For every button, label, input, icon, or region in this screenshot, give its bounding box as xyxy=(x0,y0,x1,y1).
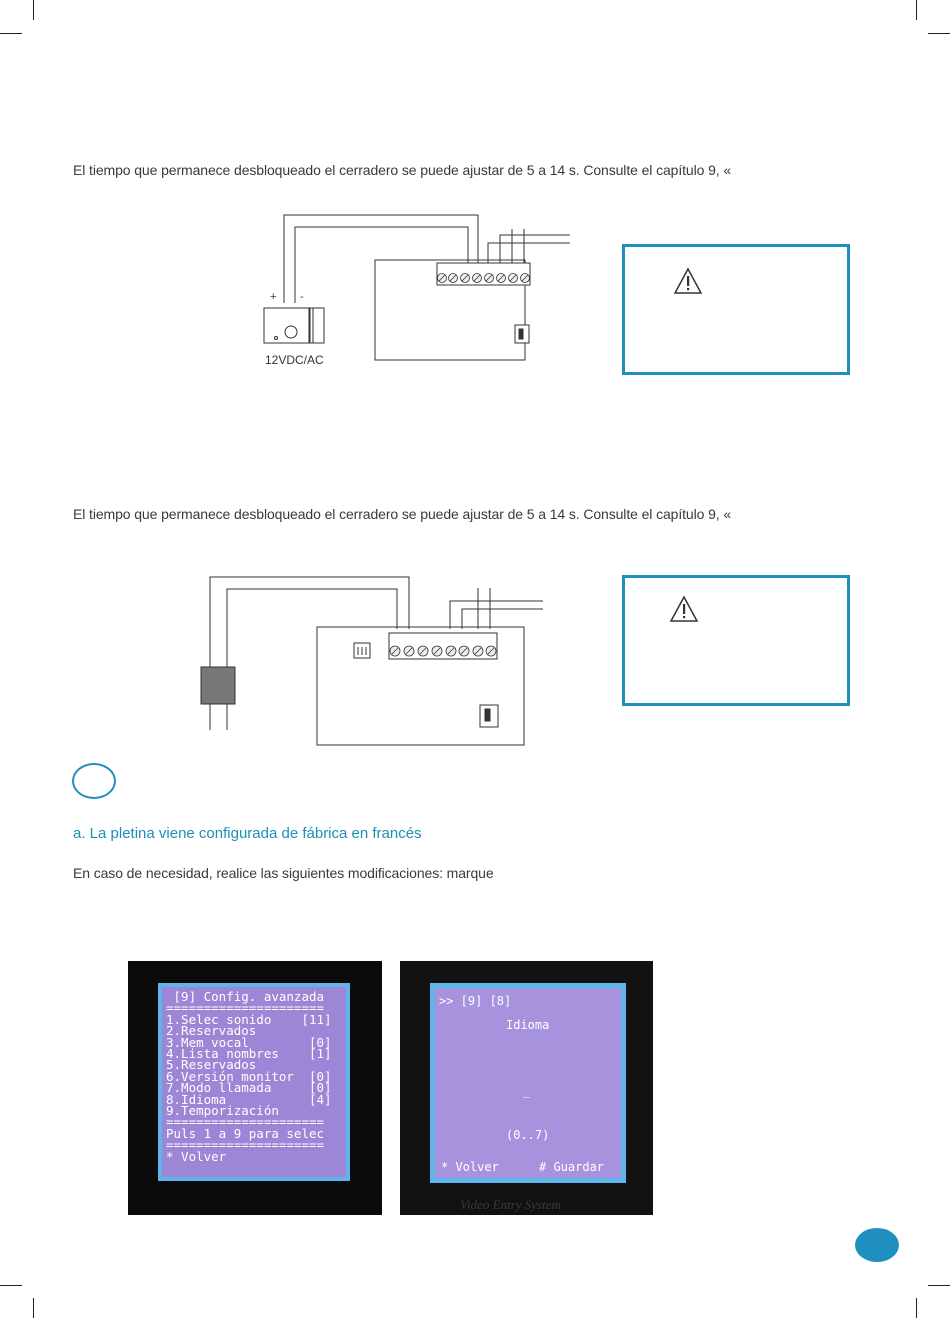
section-heading: a. La pletina viene configurada de fábrica en francés xyxy=(73,825,422,842)
section-badge xyxy=(72,763,116,799)
screen-breadcrumb: >> [9] [8] xyxy=(439,994,512,1008)
menu-line: Puls 1 a 9 para selec xyxy=(166,1125,325,1141)
paragraph-1: El tiempo que permanece desbloqueado el cerradero se puede ajustar de 5 a 14 s. Consulte el capítulo 9, « xyxy=(73,162,732,178)
crop-mark xyxy=(916,0,917,20)
screen-title: Idioma xyxy=(506,1018,550,1032)
crop-mark xyxy=(0,1285,22,1286)
monitor-screen-photo-2 xyxy=(400,961,653,1215)
wiring-diagram-2 xyxy=(200,570,550,750)
menu-line: 1.Selec sonido [11] xyxy=(166,1011,332,1027)
transformer-block xyxy=(201,667,235,704)
crop-mark xyxy=(0,33,22,34)
menu-line: 9.Temporización xyxy=(166,1103,279,1119)
menu-line: 4.Lista nombres [1] xyxy=(166,1046,332,1062)
page-number-badge xyxy=(855,1228,899,1262)
menu-line: 6.Versión monitor [0] xyxy=(166,1068,332,1084)
screen-back: * Volver xyxy=(441,1160,499,1174)
plus-label: + xyxy=(270,291,277,303)
brand-label: Video Entry System xyxy=(460,1197,561,1212)
menu-line: * Volver xyxy=(166,1148,227,1164)
menu-line: 7.Modo llamada [0] xyxy=(166,1080,332,1096)
minus-label: - xyxy=(300,291,304,303)
menu-line: 2.Reservados xyxy=(166,1023,257,1039)
warning-box-1 xyxy=(622,244,850,375)
monitor-screen-photo-1 xyxy=(128,961,382,1215)
warning-triangle-icon xyxy=(669,595,699,623)
warning-triangle-icon xyxy=(673,267,703,295)
supply-label: 12VDC/AC xyxy=(265,353,324,367)
crop-mark xyxy=(33,0,34,20)
screen-save: # Guardar xyxy=(539,1160,605,1174)
menu-line: ===================== xyxy=(166,1000,325,1016)
crop-mark xyxy=(928,33,950,34)
crop-mark xyxy=(916,1298,917,1318)
paragraph-2: El tiempo que permanece desbloqueado el cerradero se puede ajustar de 5 a 14 s. Consulte el capítulo 9, « xyxy=(73,506,732,522)
advanced-config-menu xyxy=(158,983,350,1181)
menu-line: 3.Mem vocal [0] xyxy=(166,1034,332,1050)
screen-value: _ xyxy=(523,1084,531,1098)
crop-mark xyxy=(33,1298,34,1318)
menu-line: [9] Config. avanzada xyxy=(166,989,325,1004)
menu-line: ===================== xyxy=(166,1137,325,1153)
language-setting-screen xyxy=(430,983,626,1183)
instruction-text: En caso de necesidad, realice las siguientes modificaciones: marque xyxy=(73,865,494,881)
screen-range: (0..7) xyxy=(506,1128,550,1142)
menu-line: ===================== xyxy=(166,1114,325,1130)
menu-line: 5.Reservados xyxy=(166,1057,257,1073)
warning-box-2 xyxy=(622,575,850,706)
crop-mark xyxy=(928,1285,950,1286)
menu-line: 8.Idioma [4] xyxy=(166,1091,332,1107)
